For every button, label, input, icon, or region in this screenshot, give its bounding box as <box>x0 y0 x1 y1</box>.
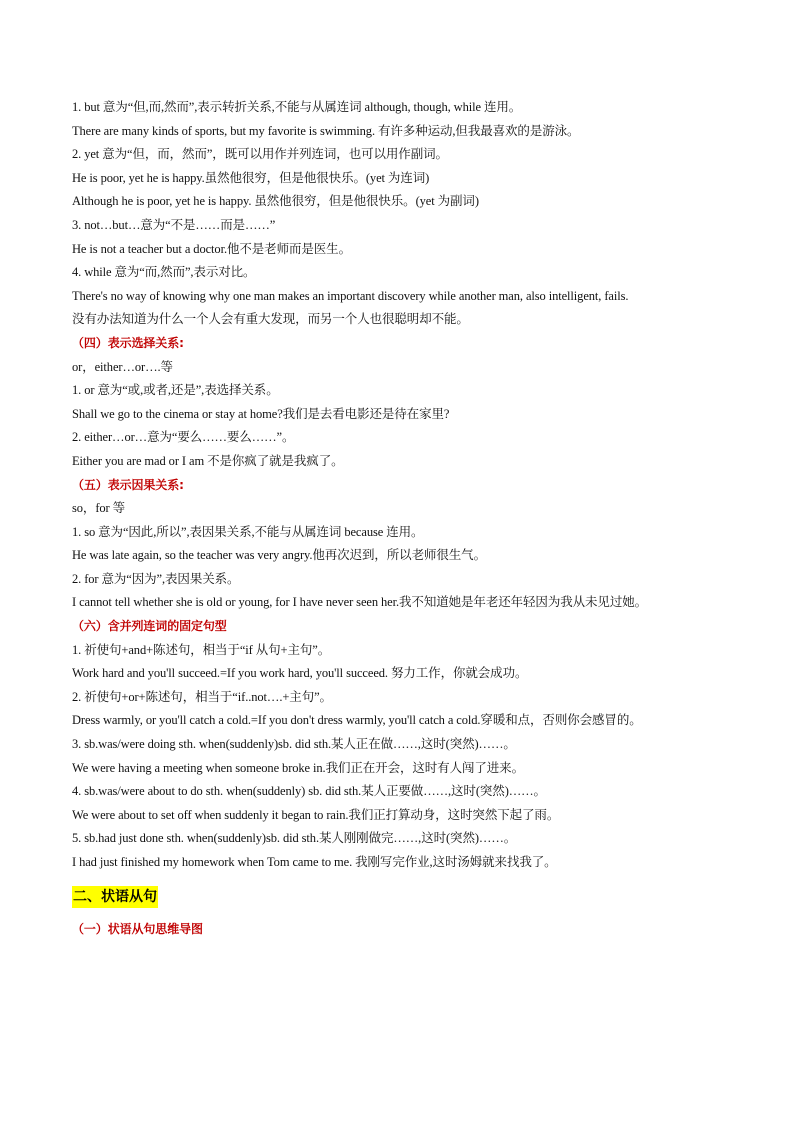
section4-line: 2. either…or…意为“要么……要么……”。 <box>72 430 295 445</box>
while-example-en: There's no way of knowing why one man makes an important discovery while another man, also intelligent, fails. <box>72 288 629 303</box>
section6-line: 1. 祈使句+and+陈述句，相当于“if 从句+主句”。 <box>72 642 331 657</box>
section5-line: I cannot tell whether she is old or young, for I have never seen her.我不知道她是年老还年轻因为我从未见过她。 <box>72 595 648 610</box>
yet-example-2: Although he is poor, yet he is happy. 虽然他很穷，但是他很快乐。(yet 为副词) <box>72 194 479 209</box>
section6-line: 3. sb.was/were doing sth. when(suddenly)sb. did sth.某人正在做……,这时(突然)……。 <box>72 737 516 752</box>
but-example: There are many kinds of sports, but my favorite is swimming. 有许多种运动,但我最喜欢的是游泳。 <box>72 123 580 138</box>
part-heading-adverbial-clause: 二、状语从句 <box>72 886 158 908</box>
section6-line: We were about to set off when suddenly it began to rain.我们正打算动身，这时突然下起了雨。 <box>72 807 560 822</box>
yet-rule: 2. yet 意为“但，而，然而”，既可以用作并列连词，也可以用作副词。 <box>72 147 448 162</box>
notbut-rule: 3. not…but…意为“不是……而是……” <box>72 217 276 232</box>
section-heading-choice: （四）表示选择关系: <box>72 335 184 350</box>
section6-line: We were having a meeting when someone broke in.我们正在开会，这时有人闯了进来。 <box>72 760 524 775</box>
section5-line: He was late again, so the teacher was very angry.他再次迟到，所以老师很生气。 <box>72 548 486 563</box>
yet-example-1: He is poor, yet he is happy.虽然他很穷，但是他很快乐。(yet 为连词) <box>72 170 430 185</box>
section5-line: so，for 等 <box>72 501 126 516</box>
section5-line: 1. so 意为“因此,所以”,表因果关系,不能与从属连词 because 连用。 <box>72 524 424 539</box>
but-rule: 1. but 意为“但,而,然而”,表示转折关系,不能与从属连词 although, though, while 连用。 <box>72 100 522 114</box>
section4-line: Shall we go to the cinema or stay at home?我们是去看电影还是待在家里? <box>72 406 450 421</box>
part-heading-wrapper <box>72 875 732 915</box>
document-page <box>72 96 732 943</box>
subheading-mind-map: （一）状语从句思维导图 <box>72 921 203 936</box>
section-heading-fixed-patterns: （六）含并列连词的固定句型 <box>72 619 227 634</box>
section6-line: 5. sb.had just done sth. when(suddenly)sb. did sth.某人刚刚做完……,这时(突然)……。 <box>72 831 517 846</box>
section6-line: I had just finished my homework when Tom came to me. 我刚写完作业,这时汤姆就来找我了。 <box>72 855 557 869</box>
section4-line: or，either…or….等 <box>72 359 173 374</box>
section4-line: 1. or 意为“或,或者,还是”,表选择关系。 <box>72 383 279 398</box>
section4-line: Either you are mad or I am 不是你疯了就是我疯了。 <box>72 453 344 468</box>
notbut-example: He is not a teacher but a doctor.他不是老师而是医生。 <box>72 241 351 256</box>
section6-line: 4. sb.was/were about to do sth. when(suddenly) sb. did sth.某人正要做……,这时(突然)……。 <box>72 784 546 799</box>
section5-line: 2. for 意为“因为”,表因果关系。 <box>72 571 240 586</box>
section6-line: 2. 祈使句+or+陈述句，相当于“if..not….+主句”。 <box>72 689 332 704</box>
section6-line: Dress warmly, or you'll catch a cold.=If you don't dress warmly, you'll catch a cold.穿暖和点，否则你会感冒的。 <box>72 713 642 728</box>
while-rule: 4. while 意为“而,然而”,表示对比。 <box>72 265 256 280</box>
section-heading-cause: （五）表示因果关系: <box>72 477 184 492</box>
section6-line: Work hard and you'll succeed.=If you work hard, you'll succeed. 努力工作，你就会成功。 <box>72 666 528 681</box>
while-example-zh: 没有办法知道为什么一个人会有重大发现，而另一个人也很聪明却不能。 <box>72 312 469 327</box>
